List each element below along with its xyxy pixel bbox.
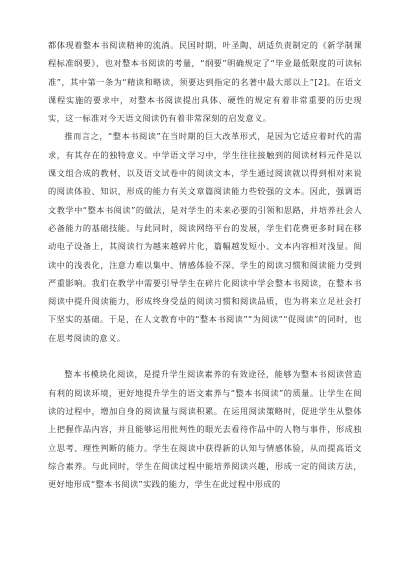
- body-paragraph-2: 推而言之，“整本书阅读”在当时期的巨大改革形式，是因为它适应着时代的需求，有其存在的独特意义。中学语文学习中，学生往往接触到的阅读材料元件是以课文组合成的教材，以及语文试卷中的阅读文本，学生通过阅读就以得到相对来说的阅读体验、知识，形成的能力有关文章篇阅读能力些较强的文本。因此，强调语文教学中“整本书阅读”的做法，是对学生的未来必要的引领和思路，并培养社会人必备能力的基础技能。与此同时，阅读网络平台的发展，学生们花费更多时间在移动电子设备上，其阅读行为越来越碎片化，篇幅越发短小、文本内容相对浅显。阅读中的浅表化，注意力难以集中、情感体验不深、学生的阅读习惯和阅读能力受到严重影响。我们在教学中需要引导学生在碎片化阅读中学会整本书阅读，在整本书阅读中提升阅读能力，形成终身受益的阅读习惯和阅读品质，也为将来立足社会打下坚实的基础。于是，在人文教育中的“整本书阅读”“为阅读”“促阅读”的同时，也在思考阅读的意义。: [48, 131, 362, 343]
- body-paragraph-1: 都体现着整本书阅读精神的流淌。民国时期，叶圣陶、胡适负责制定的《新学制课程标准纲要》，也对整本书阅读的考量，“纲要”明确规定了“毕业最低限度的可读标准”，其中第一条为“精读和略读，须要达到指定的名著中最大部以上”[2]。在语文课程实施的要求中，对整本书阅读提出具体、硬性的规定有着非常重要的历史现实，这一标准对今天语文阅读仍有着非常深刻的启发意义。: [48, 40, 362, 124]
- document-page: [48, 36, 362, 493]
- body-paragraph-3: 整本书模块化阅读，是提升学生阅读素养的有效途径，能够为整本书阅读营造有利的阅读环境，更好地提升学生的语文素养与“整本书阅读”的质量。让学生在阅读的过程中，增加自身的阅读量与阅读积累。在运用阅读策略时，促进学生从整体上把握作品内容，并且能够运用批判性的眼光去看待作品中的人物与事件，形成独立思考、理性判断的能力。学生在阅读中获得新的认知与情感体验，从而提高语文综合素养。与此同时，学生在阅读过程中能培养阅读兴趣，形成一定的阅读方法，更好地形成“整本书阅读”实践的能力，学生在此过程中形成的: [48, 369, 362, 490]
